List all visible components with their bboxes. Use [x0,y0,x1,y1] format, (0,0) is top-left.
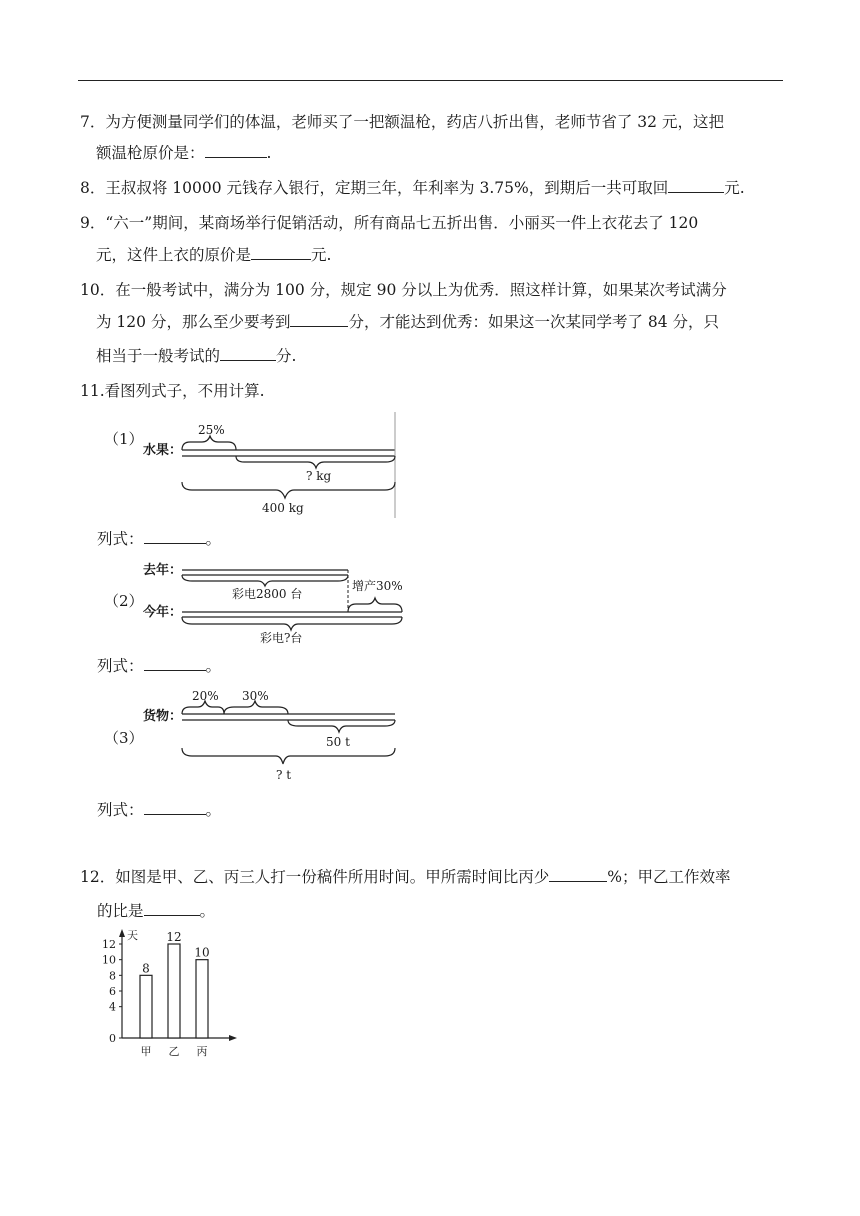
q10-line1: 10．在一般考试中，满分为 100 分，规定 90 分以上为优秀．照这样计算，如果某次考试满分 [80,281,727,299]
q11-part3-formula-label: 列式： [97,801,144,819]
q12-bar-chart [104,926,244,1062]
q11-part2-label: （2） [104,592,144,610]
fig3-row-label: 货物： [143,709,183,724]
q11-part3-answer-blank[interactable] [144,800,206,815]
fig2-brace-increase [348,598,402,612]
q11-part2-formula-end: 。 [205,657,222,675]
fig1-seg2-label: ? kg [306,469,332,483]
q7-line1: 7．为方便测量同学们的体温，老师买了一把额温枪，药店八折出售，老师节省了 32 元，这把 [80,113,724,131]
chart-bar [196,960,208,1038]
q9-end: 元. [311,246,332,264]
fig1-row-label: 水果： [143,443,183,458]
q9-line2 [96,245,331,265]
fig2-row2-label: 今年： [143,605,183,620]
q9-line1: 9．“六一”期间，某商场举行促销活动，所有商品七五折出售．小丽买一件上衣花去了 120 [80,214,699,232]
fig2-seg1-label: 彩电2800 台 [232,587,303,601]
q12-line1 [80,867,730,887]
q9-answer-blank[interactable] [251,245,311,260]
chart-y-tick-label: 12 [102,938,116,951]
q11-figure-1 [140,410,402,520]
q10-text-b: 分，才能达到优秀：如果这一次某同学考了 84 分，只 [348,313,720,331]
chart-x-tick-label: 甲 [140,1045,152,1058]
chart-y-arrow [119,929,125,937]
chart-y-tick-label: 4 [109,1000,116,1014]
q11-part1-answer-blank[interactable] [144,529,206,544]
chart-bar [168,944,180,1038]
fig3-brace-50t [288,720,395,732]
q12-end: 。 [199,902,216,920]
chart-x-arrow [229,1035,237,1041]
fig3-brace-total [182,748,395,764]
q7-text: 额温枪原价是： [96,144,205,162]
q9-text: 元，这件上衣的原价是 [96,246,252,264]
q8-line1 [80,178,745,198]
q11-part1-formula-end: 。 [205,530,222,548]
q11-part3-formula [97,800,221,820]
q10-end: 分. [276,347,297,365]
q11-part2-answer-blank[interactable] [144,656,206,671]
chart-bar [140,975,152,1038]
q10-text-a: 为 120 分，那么至少要考到 [96,313,291,331]
fig3-seg2-label: 30% [242,689,269,703]
q11-part1-formula [97,529,221,549]
q11-figure-3 [140,684,402,786]
q12-text-b: %；甲乙工作效率 [607,868,731,886]
q11-part3-formula-end: 。 [205,801,222,819]
q11-title: 11.看图列式子，不用计算. [80,382,265,400]
chart-x-tick-label: 乙 [168,1045,180,1058]
fig3-seg3-label: 50 t [326,735,350,749]
fig2-brace-lastyear [182,575,348,586]
chart-y-unit-label: 天 [127,929,138,942]
q8-text: 8．王叔叔将 10000 元钱存入银行，定期三年，年利率为 3.75%，到期后一共可取回 [80,179,669,197]
fig1-brace-25 [182,436,236,450]
q8-answer-blank[interactable] [668,178,724,193]
fig1-brace-unknown [236,456,395,468]
chart-data-label: 12 [166,930,182,944]
q12-text-a: 12．如图是甲、乙、丙三人打一份稿件所用时间。甲所需时间比丙少 [80,868,550,886]
q12-line2 [97,901,215,921]
q12-answer-blank-1[interactable] [549,867,607,882]
q10-answer-blank-2[interactable] [220,346,276,361]
q10-line3 [96,346,296,366]
header-rule [78,80,783,81]
fig1-brace-total [182,482,395,498]
q7-line2 [96,143,271,163]
q11-part2-formula-label: 列式： [97,657,144,675]
fig1-seg1-label: 25% [198,423,225,437]
fig2-row1-label: 去年： [143,563,183,578]
chart-data-label: 8 [142,961,150,976]
q10-answer-blank-1[interactable] [290,312,348,327]
fig1-total-label: 400 kg [262,501,304,515]
q11-part1-formula-label: 列式： [97,530,144,548]
q12-answer-blank-2[interactable] [144,901,200,916]
chart-y-tick-label: 6 [109,985,116,998]
q11-part2-formula [97,656,221,676]
q7-answer-blank[interactable] [205,143,267,158]
fig3-total-label: ? t [276,768,292,782]
fig2-seg2-label: 增产30% [352,579,403,593]
q10-line2 [96,312,719,332]
q11-part3-label: （3） [104,729,144,747]
chart-data-label: 10 [194,945,210,960]
q12-text-c: 的比是 [97,902,144,920]
chart-x-tick-label: 丙 [196,1045,208,1058]
q7-end: . [266,144,272,162]
q8-end: 元. [724,179,745,197]
fig3-seg1-label: 20% [192,689,219,703]
q11-part1-label: （1） [104,430,144,448]
chart-y-tick-label: 8 [109,969,116,983]
q11-figure-2 [140,556,408,646]
chart-y-tick-label: 10 [102,953,116,967]
q10-text-c: 相当于一般考试的 [96,347,221,365]
chart-y-tick-label: 0 [109,1032,116,1045]
fig2-total-label: 彩电?台 [260,631,303,645]
fig2-brace-thisyear [182,617,402,630]
